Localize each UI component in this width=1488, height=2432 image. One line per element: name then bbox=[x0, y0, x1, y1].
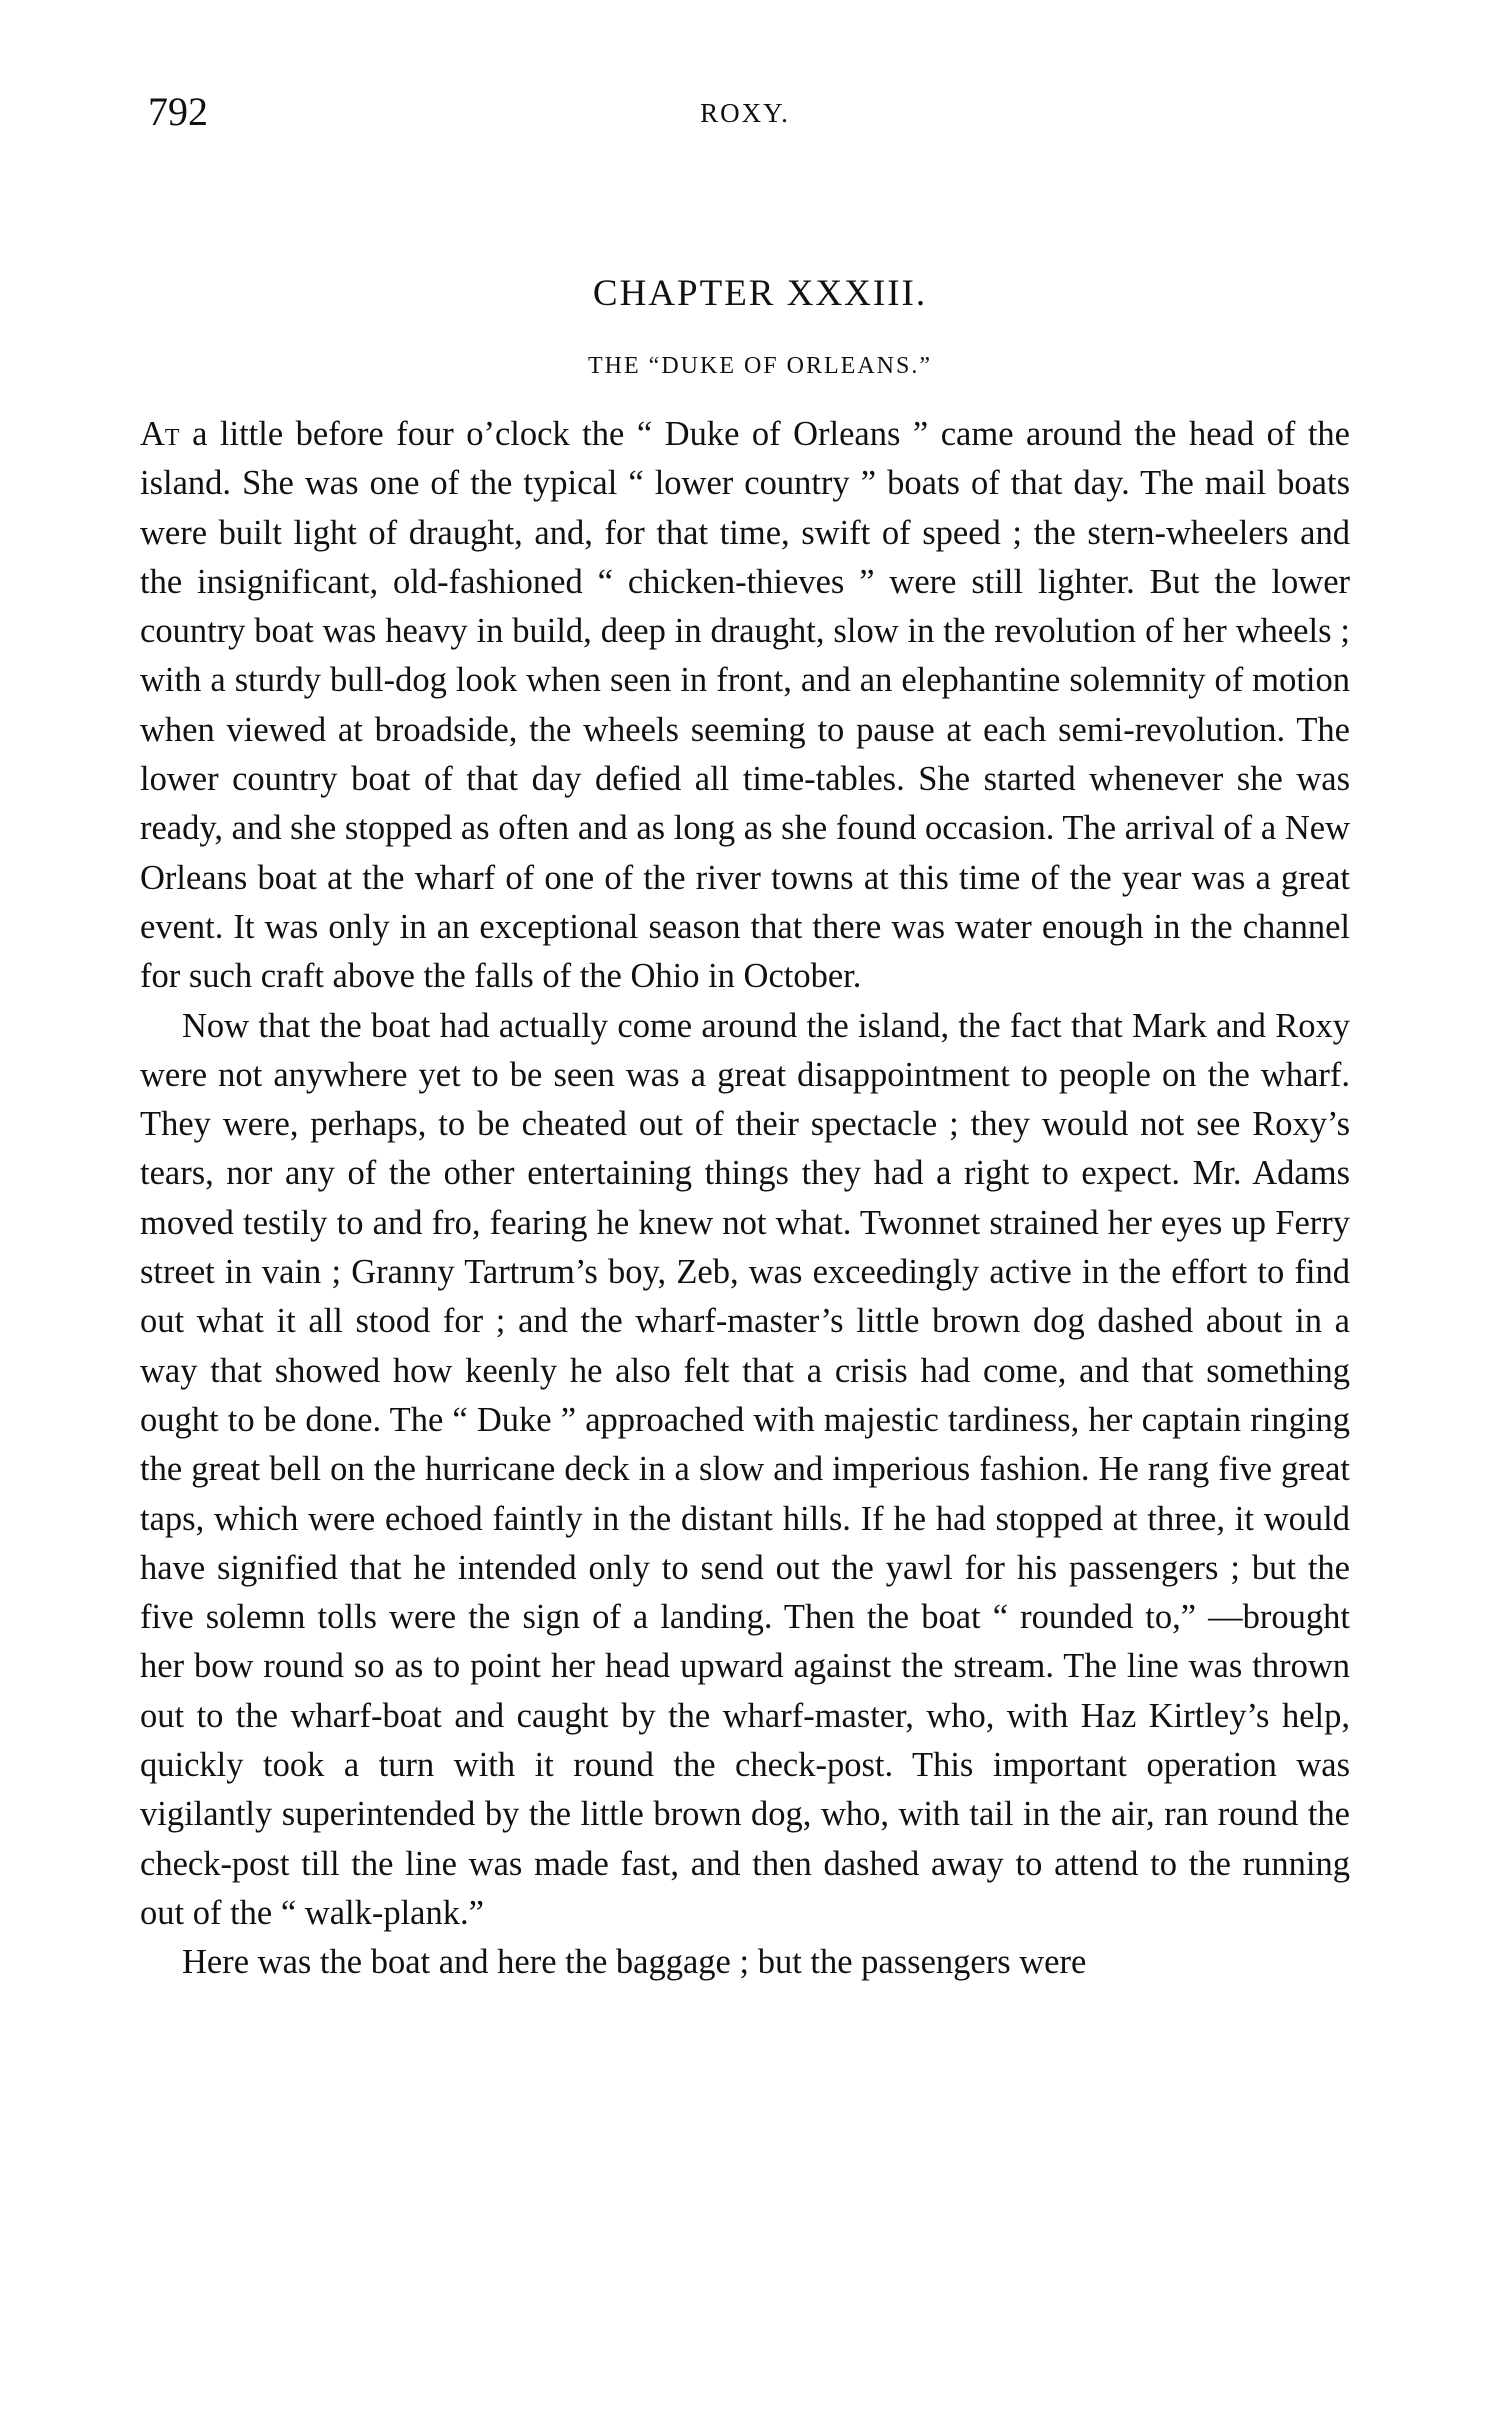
paragraph: Now that the boat had actually come around the island, the fact that Mark and Roxy were not anywhere yet to be seen was a great disappointment to people on the wharf. They were, perhaps, to be cheated out of their spectacle ; they would not see Roxy’s tears, nor any of the other entertaining things they had a right to expect. Mr. Adams moved testily to and fro, fearing he knew not what. Twonnet strained her eyes up Ferry street in vain ; Granny Tartrum’s boy, Zeb, was exceedingly active in the effort to find out what it all stood for ; and the wharf-master’s little brown dog dashed about in a way that showed how keenly he also felt that a crisis had come, and that something ought to be done. The “ Duke ” approached with majestic tardiness, her captain ringing the great bell on the hurricane deck in a slow and imperious fashion. He rang five great taps, which were echoed faintly in the distant hills. If he had stopped at three, it would have signified that he intended only to send out the yawl for his passengers ; but the five solemn tolls were the sign of a landing. Then the boat “ rounded to,” —brought her bow round so as to point her head upward against the stream. The line was thrown out to the wharf-boat and caught by the wharf-master, who, with Haz Kirtley’s help, quickly took a turn with it round the check-post. This important operation was vigilantly superintended by the little brown dog, who, with tail in the air, ran round the check-post till the line was made fast, and then dashed away to attend to the running out of the “ walk-plank.” bbox=[140, 1006, 1350, 1932]
chapter-title: CHAPTER XXXIII. bbox=[592, 273, 928, 314]
running-head bbox=[140, 80, 1350, 140]
running-title: ROXY. bbox=[700, 98, 790, 128]
body-text bbox=[140, 410, 1350, 1988]
paragraph-lead-word: At bbox=[140, 415, 180, 453]
paragraph bbox=[140, 410, 1350, 1002]
paragraph: Here was the boat and here the baggage ; but the passengers were bbox=[182, 1943, 1087, 1982]
page-number: 792 bbox=[148, 89, 208, 134]
book-page bbox=[140, 80, 1350, 1988]
chapter-subtitle: THE “DUKE OF ORLEANS.” bbox=[588, 353, 932, 379]
paragraph-text: a little before four o’clock the “ Duke of Orleans ” came around the head of the island. She was one of the typical “ lower country ” boats of that day. The mail boats were built light of draught, and, for that time, swift of speed ; the stern-wheelers and the insignificant, old-fashioned “ chicken-thieves ” were still lighter. But the lower country boat was heavy in build, deep in draught, slow in the revolution of her wheels ; with a sturdy bull-dog look when seen in front, and an elephantine solemnity of motion when viewed at broadside, the wheels seeming to pause at each semi-revolution. The lower country boat of that day defied all time-tables. She started whenever she was ready, and she stopped as often and as long as she found occasion. The arrival of a New Orleans boat at the wharf of one of the river towns at this time of the year was a great event. It was only in an exceptional season that there was water enough in the channel for such craft above the falls of the Ohio in October. bbox=[140, 415, 1350, 996]
